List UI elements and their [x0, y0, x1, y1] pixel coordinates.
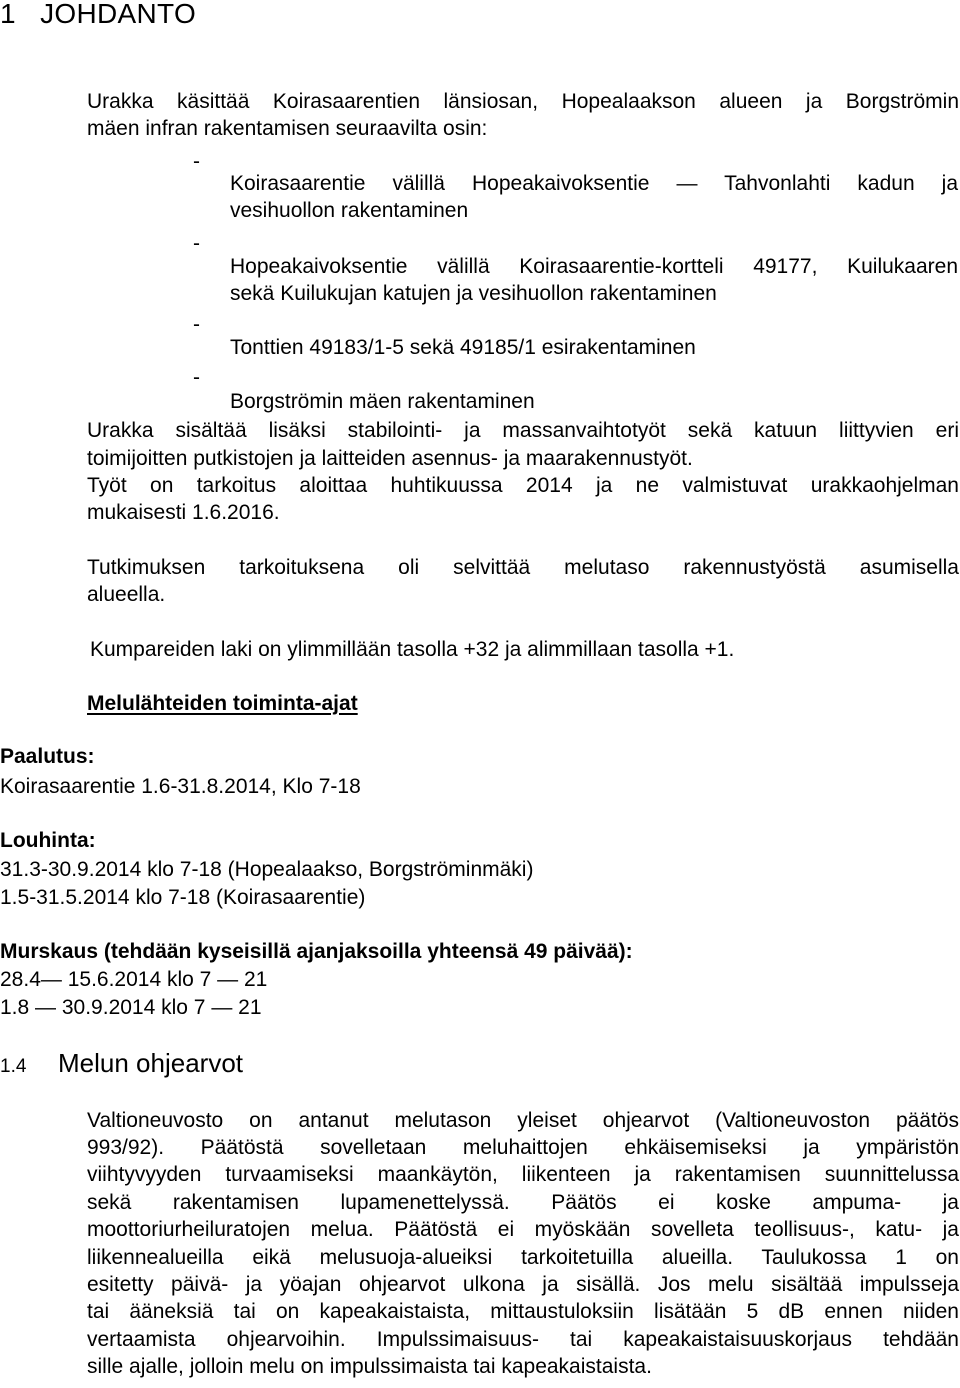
guidelines-line-3: viihtyvyyden turvaamiseksi maankäytön, liikenteen ja rakentamisen suunnittelussa	[87, 1163, 959, 1186]
schedule-line-1: Työt on tarkoitus aloittaa huhtikuussa 2014 ja ne valmistuvat urakkaohjelman	[87, 474, 959, 497]
crushing-line-1: 28.4— 15.6.2014 klo 7 — 21	[0, 968, 268, 991]
list-item-1-line-2: vesihuollon rakentaminen	[230, 199, 469, 222]
guidelines-line-6: liikennealueilla eikä melusuoja-alueiksi tarkoitetuilla alueilla. Taulukossa 1 on	[87, 1246, 959, 1269]
list-dash: -	[193, 150, 200, 173]
list-item-1-line-1: Koirasaarentie välillä Hopeakaivoksentie — Tahvonlahti kadun ja	[230, 172, 958, 195]
crushing-line-2: 1.8 — 30.9.2014 klo 7 — 21	[0, 996, 262, 1019]
purpose-line-1: Tutkimuksen tarkoituksena oli selvittää melutaso rakennustyöstä asumisella	[87, 556, 959, 579]
blasting-line-2: 1.5-31.5.2014 klo 7-18 (Koirasaarentie)	[0, 886, 366, 909]
terrain-text: Kumpareiden laki on ylimmillään tasolla +32 ja alimmillaan tasolla +1.	[90, 638, 735, 661]
piling-label: Paalutus:	[0, 745, 95, 768]
list-item-4-line-1: Borgströmin mäen rakentaminen	[230, 390, 535, 413]
list-dash: -	[193, 232, 200, 255]
heading-number: 1	[0, 0, 16, 29]
intro-line-2: mäen infran rakentamisen seuraavilta osin:	[87, 117, 488, 140]
guidelines-line-2: 993/92). Päätöstä sovelletaan meluhaittojen ehkäisemiseksi ja ympäristön	[87, 1136, 959, 1159]
sources-heading: Melulähteiden toiminta-ajat	[87, 692, 358, 715]
schedule-line-2: mukaisesti 1.6.2016.	[87, 501, 280, 524]
guidelines-line-10: sille ajalle, jolloin melu on impulssimaista tai kapeakaistaista.	[87, 1355, 652, 1378]
blasting-line-1: 31.3-30.9.2014 klo 7-18 (Hopealaakso, Borgströminmäki)	[0, 858, 534, 881]
purpose-line-2: alueella.	[87, 583, 166, 606]
list-item-2-line-2: sekä Kuilukujan katujen ja vesihuollon rakentaminen	[230, 282, 717, 305]
scope-line-1: Urakka sisältää lisäksi stabilointi- ja massanvaihtotyöt sekä katuun liittyvien eri	[87, 419, 959, 442]
section-title: Melun ohjearvot	[58, 1048, 243, 1078]
crushing-label: Murskaus (tehdään kyseisillä ajanjaksoilla yhteensä 49 päivää):	[0, 940, 633, 963]
guidelines-line-4: sekä rakentamisen lupamenettelyssä. Päätös ei koske ampuma- ja	[87, 1191, 959, 1214]
scope-line-2: toimijoitten putkistojen ja laitteiden asennus- ja maarakennustyöt.	[87, 447, 693, 470]
list-dash: -	[193, 313, 200, 336]
page-heading	[0, 0, 196, 30]
guidelines-line-5: moottoriurheiluratojen melua. Päätöstä ei myöskään sovelleta teollisuus-, katu- ja	[87, 1218, 959, 1241]
list-item-3-line-1: Tonttien 49183/1-5 sekä 49185/1 esirakentaminen	[230, 336, 696, 359]
section-number: 1.4	[0, 1056, 27, 1077]
heading-title: JOHDANTO	[40, 0, 197, 29]
blasting-label: Louhinta:	[0, 829, 96, 852]
intro-line-1: Urakka käsittää Koirasaarentien länsiosan, Hopealaakson alueen ja Borgströmin	[87, 90, 959, 113]
guidelines-line-8: tai ääneksiä tai on kapeakaistaista, mittaustuloksiin lisätään 5 dB ennen niiden	[87, 1300, 959, 1323]
guidelines-line-1: Valtioneuvosto on antanut melutason yleiset ohjearvot (Valtioneuvoston päätös	[87, 1109, 959, 1132]
guidelines-line-7: esitetty päivä- ja yöajan ohjearvot ulkona ja sisällä. Jos melu sisältää impulsseja	[87, 1273, 959, 1296]
list-item-2-line-1: Hopeakaivoksentie välillä Koirasaarentie-kortteli 49177, Kuilukaaren	[230, 255, 958, 278]
list-dash: -	[193, 366, 200, 389]
guidelines-line-9: vertaamista ohjearvoihin. Impulssimaisuus- tai kapeakaistaisuuskorjaus tehdään	[87, 1328, 959, 1351]
piling-line-1: Koirasaarentie 1.6-31.8.2014, Klo 7-18	[0, 775, 361, 798]
